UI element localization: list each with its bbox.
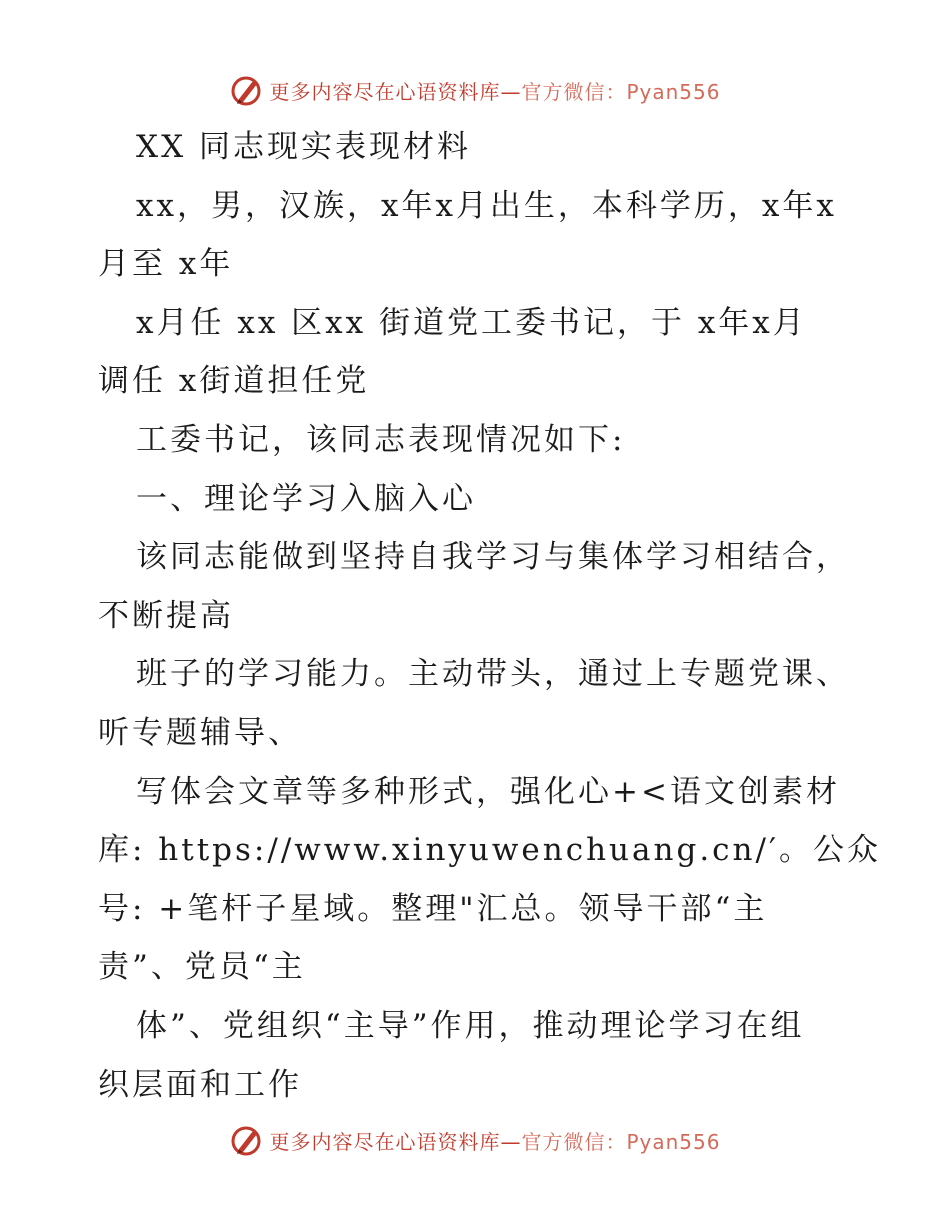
paragraph-line: 该同志能做到坚持自我学习与集体学习相结合， xyxy=(136,539,850,576)
paragraph-line: 月至 x年 xyxy=(98,246,234,283)
paragraph-line: 织层面和工作 xyxy=(98,1066,302,1103)
document-body xyxy=(98,118,881,1114)
paragraph-line: 不断提高 xyxy=(98,597,234,634)
banner-text xyxy=(269,76,720,105)
red-pen-logo-icon xyxy=(229,73,263,107)
paragraph-line: 体”、党组织“主导”作用，推动理论学习在组 xyxy=(136,1007,805,1044)
paragraph-line: 调任 x街道担任党 xyxy=(98,363,370,400)
banner-wechat-text: 官方微信：Pyan556 xyxy=(521,79,721,104)
banner-wechat-text: 官方微信：Pyan556 xyxy=(521,1129,721,1154)
paragraph-line: x月任 xx 区xx 街道党工委书记，于 x年x月 xyxy=(136,304,807,341)
banner-site-text: 更多内容尽在心语资料库— xyxy=(269,1129,522,1154)
section-heading: 一、理论学习入脑入心 xyxy=(136,480,476,517)
paragraph-line: 听专题辅导、 xyxy=(98,714,302,751)
paragraph-line: 号: +笔杆子星域。整理"汇总。领导干部“主 xyxy=(98,890,768,927)
paragraph-line: xx，男，汉族，x年x月出生，本科学历，x年x xyxy=(136,187,837,224)
paragraph-line: 工委书记，该同志表现情况如下: xyxy=(136,421,626,458)
paragraph-line: 写体会文章等多种形式，强化心+<语文创素材 xyxy=(136,773,840,810)
doc-title: XX 同志现实表现材料 xyxy=(136,129,471,165)
banner-site-text: 更多内容尽在心语资料库— xyxy=(269,79,522,104)
footer-watermark-banner xyxy=(0,1120,950,1160)
paragraph-line: 库: https://www.xinyuwenchuang.cn/′。公众 xyxy=(98,832,881,869)
paragraph-line: 责”、党员“主 xyxy=(98,949,306,986)
paragraph-line: 班子的学习能力。主动带头，通过上专题党课、 xyxy=(136,656,850,693)
red-pen-logo-icon xyxy=(229,1123,263,1157)
banner-text xyxy=(269,1126,720,1155)
header-watermark-banner xyxy=(0,70,950,110)
